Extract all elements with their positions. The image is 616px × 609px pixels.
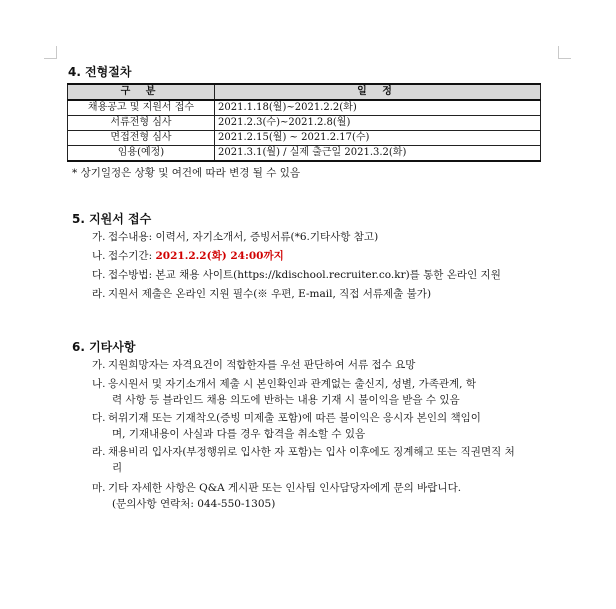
item-marker: 다. <box>92 269 106 281</box>
table-row <box>68 131 541 146</box>
table-cell-date: 2021.2.15(월) ~ 2021.2.17(수) <box>215 131 541 146</box>
list-item <box>92 376 476 408</box>
table-cell-stage: 임용(예정) <box>68 146 215 162</box>
table-cell-date: 2021.2.3(수)~2021.2.8(월) <box>215 116 541 131</box>
item-marker: 가. <box>92 231 106 243</box>
section-4-title: 4. 전형절차 <box>68 65 132 79</box>
item-text-continued: 력 사항 등 블라인드 채용 의도에 반하는 내용 기재 시 불이익을 받을 수 있음 <box>112 394 460 406</box>
table-header-schedule: 일 정 <box>215 84 541 100</box>
item-text: 응시원서 및 자기소개서 제출 시 본인확인과 관계없는 출신지, 성별, 가족관계, 학 <box>108 378 476 390</box>
table-row <box>68 100 541 116</box>
list-item <box>92 357 415 373</box>
item-marker: 라. <box>92 446 106 458</box>
table-cell-stage: 면접전형 심사 <box>68 131 215 146</box>
item-marker: 마. <box>92 482 106 494</box>
table-row <box>68 116 541 131</box>
item-text-continued: 리 <box>112 462 123 474</box>
item-text: 지원희망자는 자격요건이 적합한자를 우선 판단하여 서류 접수 요망 <box>108 359 416 371</box>
list-item <box>92 267 501 283</box>
item-text: 허위기재 또는 기재착오(증빙 미제출 포함)에 따른 불이익은 응시자 본인의 책임이 <box>108 412 481 424</box>
list-item <box>92 286 431 302</box>
section-6-title: 6. 기타사항 <box>72 340 136 354</box>
item-marker: 나. <box>92 378 106 390</box>
item-marker: 다. <box>92 412 106 424</box>
schedule-note: * 상기일정은 상황 및 여건에 따라 변경 될 수 있음 <box>72 167 301 179</box>
page-corner-mark <box>44 46 57 59</box>
item-text: 채용비리 입사자(부정행위로 입사한 자 포함)는 입사 이후에도 징계해고 또는 직권면직 처 <box>108 446 515 458</box>
section-5-title: 5. 지원서 접수 <box>72 212 152 226</box>
item-marker: 라. <box>92 288 106 300</box>
deadline-highlight: 2021.2.2(화) 24:00까지 <box>155 250 284 262</box>
table-cell-stage: 서류전형 심사 <box>68 116 215 131</box>
table-header-category: 구 분 <box>68 84 215 100</box>
item-marker: 나. <box>92 250 106 262</box>
schedule-table <box>67 83 541 162</box>
item-text: 지원서 제출은 온라인 지원 필수(※ 우편, E-mail, 직접 서류제출 불가) <box>108 288 432 300</box>
list-item <box>92 410 481 442</box>
item-text-continued: 며, 기재내용이 사실과 다를 경우 합격을 취소할 수 있음 <box>112 428 366 440</box>
page-corner-mark <box>558 46 571 59</box>
list-item <box>92 444 515 476</box>
list-item <box>92 480 461 512</box>
item-text: 기타 자세한 사항은 Q&A 게시판 또는 인사팀 인사담당자에게 문의 바랍니다. <box>108 482 462 494</box>
item-text-continued: (문의사항 연락처: 044-550-1305) <box>112 498 276 510</box>
item-text: 접수방법: 본교 채용 사이트(https://kdischool.recruiter.co.kr)를 통한 온라인 지원 <box>108 269 501 281</box>
table-cell-date: 2021.1.18(월)~2021.2.2(화) <box>215 100 541 116</box>
item-text: 접수내용: 이력서, 자기소개서, 증빙서류(*6.기타사항 참고) <box>108 231 379 243</box>
list-item <box>92 248 284 264</box>
table-cell-stage: 채용공고 및 지원서 접수 <box>68 100 215 116</box>
list-item <box>92 229 378 245</box>
table-cell-date: 2021.3.1(월) / 실제 출근일 2021.3.2(화) <box>215 146 541 162</box>
item-label: 접수기간: <box>108 250 153 262</box>
item-marker: 가. <box>92 359 106 371</box>
table-row <box>68 146 541 162</box>
table-header-row <box>68 84 541 100</box>
